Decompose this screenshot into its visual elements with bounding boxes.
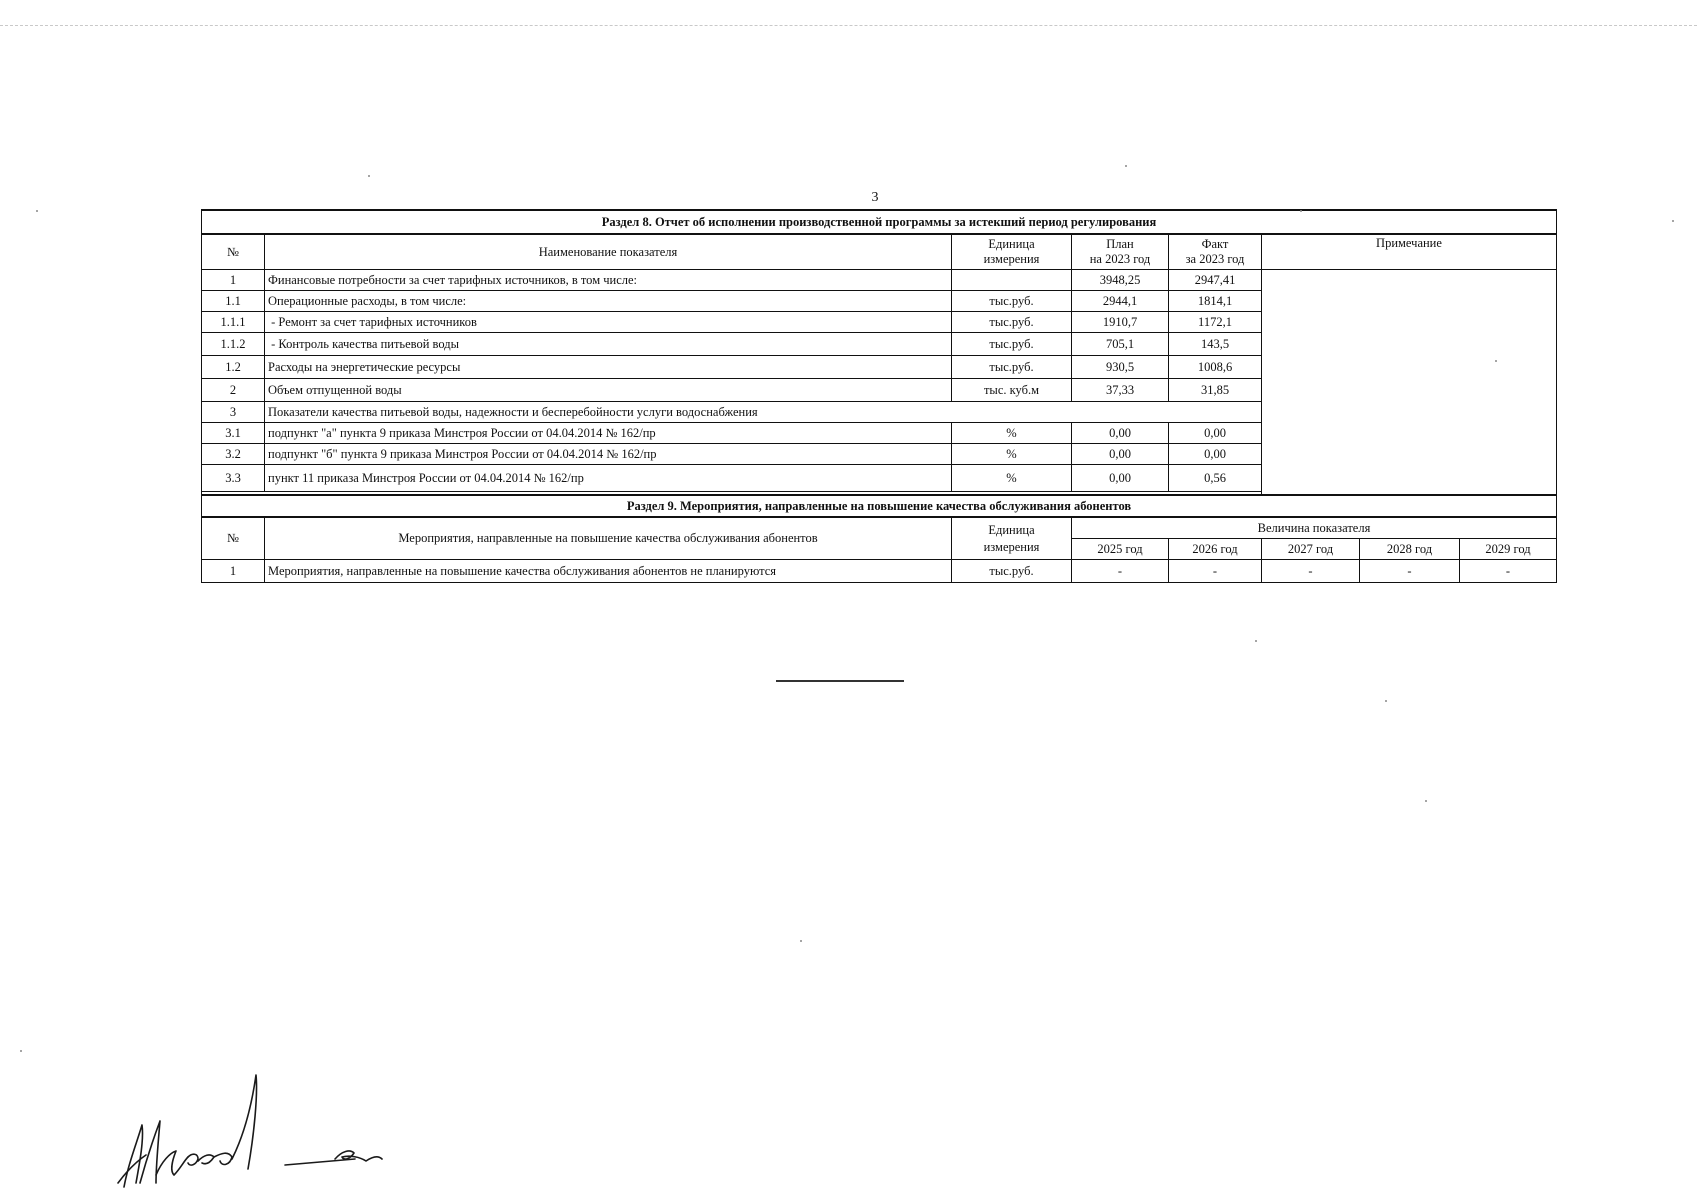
scan-speck [1495, 360, 1497, 362]
row-unit: тыс. куб.м [952, 379, 1072, 402]
row-fact: 0,00 [1169, 423, 1262, 444]
row-unit: тыс.руб. [952, 312, 1072, 333]
row-plan: 2944,1 [1072, 291, 1169, 312]
row-num: 1.1 [202, 291, 265, 312]
scan-speck [800, 940, 802, 942]
row-name: пункт 11 приказа Минстроя России от 04.04.2014 № 162/пр [265, 465, 952, 492]
row-name: Операционные расходы, в том числе: [265, 291, 952, 312]
header-fact-line1: Факт [1201, 237, 1229, 251]
section8-title: Раздел 8. Отчет об исполнении производственной программы за истекший период регулирования [202, 210, 1557, 234]
row-num: 1.1.1 [202, 312, 265, 333]
s9-year: 2028 год [1360, 539, 1460, 560]
row-unit: тыс.руб. [952, 291, 1072, 312]
s9-year: 2026 год [1169, 539, 1262, 560]
s9-year: 2027 год [1262, 539, 1360, 560]
row-name: Расходы на энергетические ресурсы [265, 356, 952, 379]
row-num: 3.1 [202, 423, 265, 444]
row-num: 1.2 [202, 356, 265, 379]
row-plan: 0,00 [1072, 444, 1169, 465]
row-name: - Ремонт за счет тарифных источников [265, 312, 952, 333]
table-row [202, 560, 1557, 583]
header-unit [952, 234, 1072, 270]
row-fact: 31,85 [1169, 379, 1262, 402]
s9-row-value: - [1169, 560, 1262, 583]
header-note: Примечание [1262, 234, 1557, 270]
s9-header-name: Мероприятия, направленные на повышение качества обслуживания абонентов [265, 517, 952, 560]
header-plan [1072, 234, 1169, 270]
header-unit-line1: Единица [988, 237, 1035, 251]
header-plan-line1: План [1106, 237, 1134, 251]
note-cell [1262, 270, 1557, 496]
row-fact: 143,5 [1169, 333, 1262, 356]
row-unit: % [952, 465, 1072, 492]
handwritten-signature [110, 1065, 430, 1195]
row-fact: 1172,1 [1169, 312, 1262, 333]
section9-header-row [202, 517, 1557, 539]
section8-title-row [202, 210, 1557, 234]
row-unit: % [952, 444, 1072, 465]
section9-title-row [202, 495, 1557, 517]
row-plan: 3948,25 [1072, 270, 1169, 291]
row-unit: тыс.руб. [952, 356, 1072, 379]
row-name: Объем отпущенной воды [265, 379, 952, 402]
row-name: - Контроль качества питьевой воды [265, 333, 952, 356]
s9-header-unit-line2: измерения [983, 539, 1040, 554]
report-table [201, 209, 1557, 583]
row-num: 3.3 [202, 465, 265, 492]
table-row [202, 270, 1557, 291]
row-name: Показатели качества питьевой воды, надежности и бесперебойности услуги водоснабжения [265, 402, 1262, 423]
s9-header-num: № [202, 517, 265, 560]
row-fact: 2947,41 [1169, 270, 1262, 291]
row-fact: 1814,1 [1169, 291, 1262, 312]
row-plan: 0,00 [1072, 465, 1169, 492]
row-plan: 705,1 [1072, 333, 1169, 356]
row-plan: 1910,7 [1072, 312, 1169, 333]
row-fact: 1008,6 [1169, 356, 1262, 379]
row-name: подпункт "б" пункта 9 приказа Минстроя России от 04.04.2014 № 162/пр [265, 444, 952, 465]
header-num: № [202, 234, 265, 270]
s9-row-value: - [1262, 560, 1360, 583]
s9-header-unit [952, 517, 1072, 560]
row-num: 3 [202, 402, 265, 423]
s9-year: 2029 год [1460, 539, 1557, 560]
scan-speck [1125, 165, 1127, 167]
scan-speck [1385, 700, 1387, 702]
row-num: 1.1.2 [202, 333, 265, 356]
scan-speck [1425, 800, 1427, 802]
scan-speck [20, 1050, 22, 1052]
page-number: 3 [871, 190, 879, 205]
s9-row-unit: тыс.руб. [952, 560, 1072, 583]
row-unit: % [952, 423, 1072, 444]
scan-speck [368, 175, 370, 177]
closing-rule [776, 680, 904, 682]
s9-row-value: - [1460, 560, 1557, 583]
header-name: Наименование показателя [265, 234, 952, 270]
s9-row-name: Мероприятия, направленные на повышение качества обслуживания абонентов не планируются [265, 560, 952, 583]
row-unit: тыс.руб. [952, 333, 1072, 356]
row-plan: 930,5 [1072, 356, 1169, 379]
header-unit-line2: измерения [983, 252, 1040, 266]
row-name: Финансовые потребности за счет тарифных источников, в том числе: [265, 270, 952, 291]
section9-title: Раздел 9. Мероприятия, направленные на повышение качества обслуживания абонентов [202, 495, 1557, 517]
row-fact: 0,56 [1169, 465, 1262, 492]
scan-speck [1255, 640, 1257, 642]
scan-speck [1672, 220, 1674, 222]
header-plan-line2: на 2023 год [1089, 252, 1151, 266]
header-fact-line2: за 2023 год [1185, 252, 1245, 266]
row-plan: 0,00 [1072, 423, 1169, 444]
s9-row-value: - [1072, 560, 1169, 583]
row-num: 2 [202, 379, 265, 402]
s9-row-num: 1 [202, 560, 265, 583]
row-fact: 0,00 [1169, 444, 1262, 465]
s9-header-unit-line1: Единица [988, 523, 1035, 538]
section8-header-row [202, 234, 1557, 270]
scan-speck [1300, 210, 1302, 212]
row-unit [952, 270, 1072, 291]
row-num: 3.2 [202, 444, 265, 465]
s9-row-value: - [1360, 560, 1460, 583]
s9-year: 2025 год [1072, 539, 1169, 560]
row-num: 1 [202, 270, 265, 291]
s9-header-value: Величина показателя [1072, 517, 1557, 539]
row-plan: 37,33 [1072, 379, 1169, 402]
scan-edge-line [0, 25, 1697, 26]
scan-speck [36, 210, 38, 212]
header-fact [1169, 234, 1262, 270]
row-name: подпункт "а" пункта 9 приказа Минстроя России от 04.04.2014 № 162/пр [265, 423, 952, 444]
